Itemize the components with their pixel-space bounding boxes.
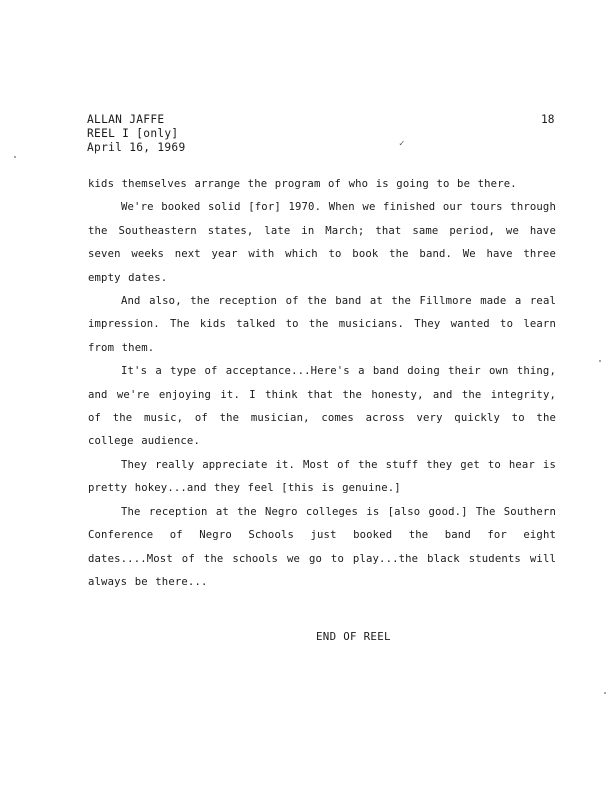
- paragraph: kids themselves arrange the program of who is going to be there.: [88, 178, 517, 190]
- check-mark-icon: ✓: [399, 139, 405, 149]
- interviewee-name: ALLAN JAFFE: [87, 113, 165, 126]
- transcript-header: [87, 113, 186, 155]
- end-of-reel-marker: END OF REEL: [316, 630, 391, 643]
- reel-label: REEL I [only]: [87, 127, 179, 140]
- page-number: 18: [541, 113, 555, 126]
- transcript-body: [88, 173, 556, 594]
- paragraph: We're booked solid [for] 1970. When we finished our tours through the Southeastern states, late in March; that same period, we have seven weeks next year with which to book the band. We have three empty dates.: [88, 201, 556, 284]
- paragraph: It's a type of acceptance...Here's a band doing their own thing, and we're enjoying it. I think that the honesty, and the integrity, of the music, of the musician, comes across very quickly to the college audience.: [88, 365, 556, 448]
- interview-date: April 16, 1969: [87, 141, 186, 154]
- scan-speck: [14, 156, 16, 158]
- paragraph: The reception at the Negro colleges is [also good.] The Southern Conference of Negro Schools just booked the band for eight dates....Most of the schools we go to play...the black students will always be there...: [88, 505, 556, 588]
- paragraph: And also, the reception of the band at the Fillmore made a real impression. The kids talked to the musicians. They wanted to learn from them.: [88, 295, 556, 354]
- scan-speck: [604, 692, 606, 694]
- paragraph: They really appreciate it. Most of the stuff they get to hear is pretty hokey...and they feel [this is genuine.]: [88, 458, 556, 495]
- scan-speck: [599, 360, 601, 362]
